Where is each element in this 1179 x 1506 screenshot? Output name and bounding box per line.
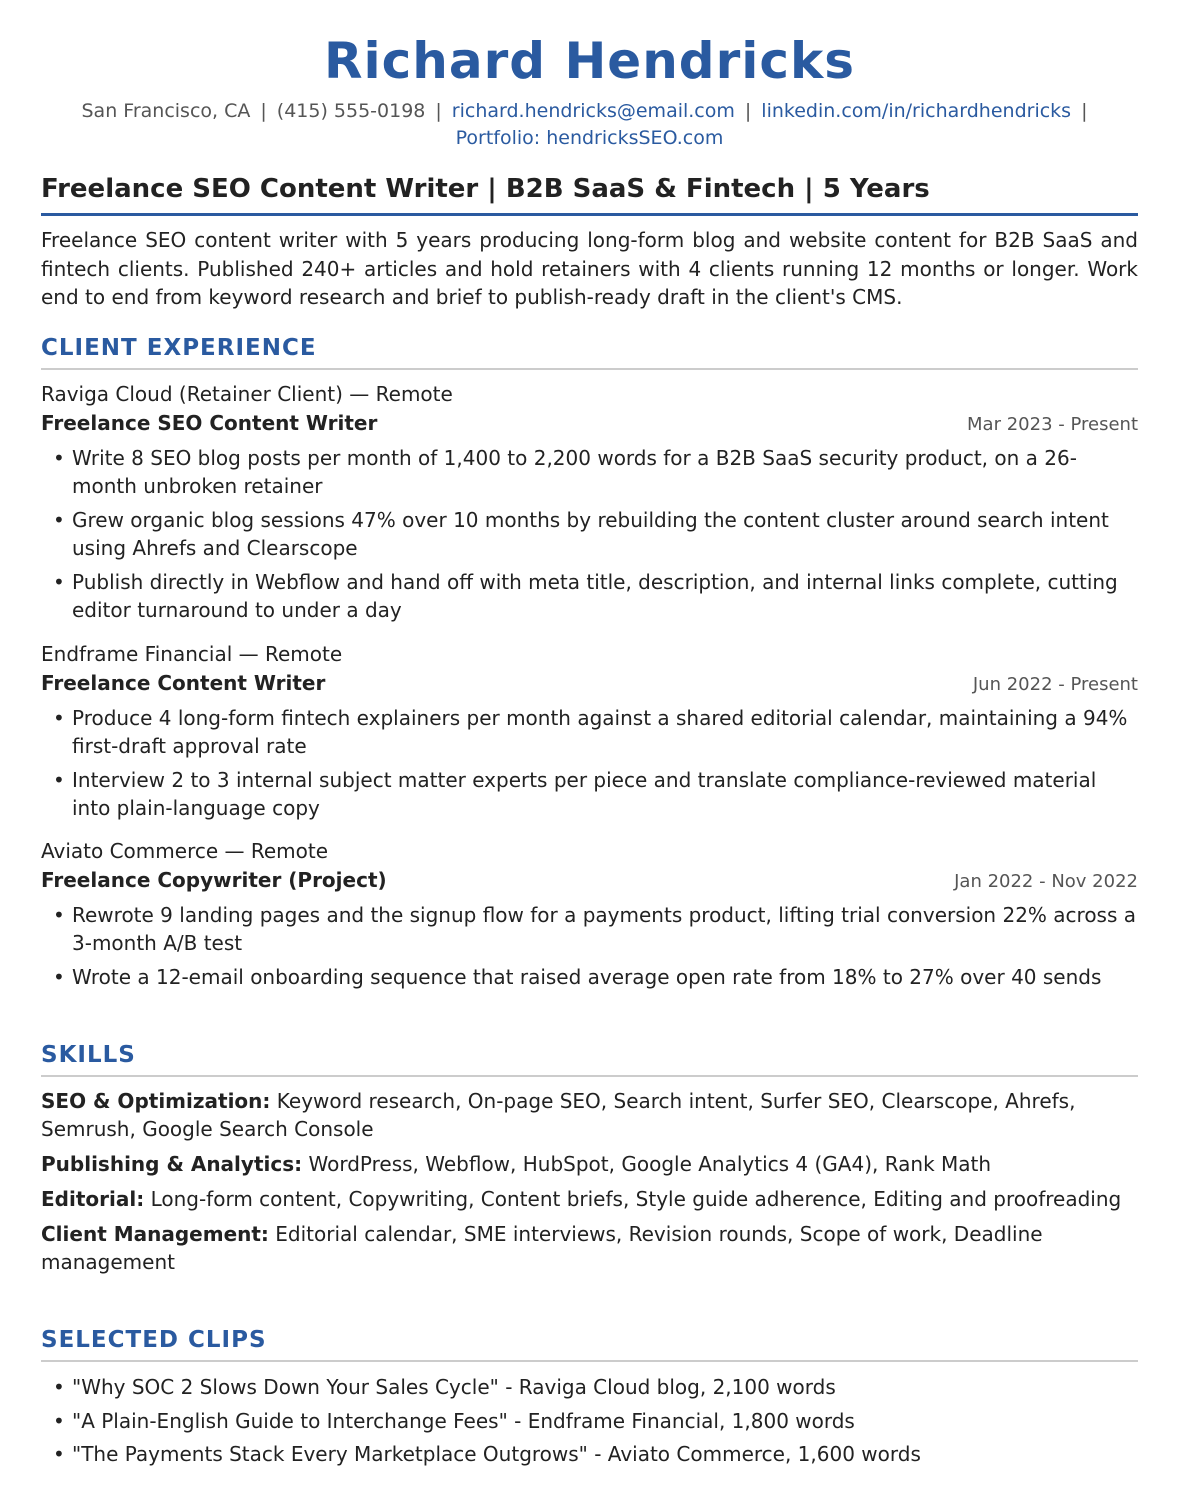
skill-label: Client Management: bbox=[41, 1222, 269, 1246]
job-entry-endframe bbox=[41, 640, 1138, 828]
skill-row bbox=[41, 1150, 1138, 1178]
section-divider bbox=[41, 1075, 1138, 1077]
company-name: Endframe Financial — Remote bbox=[41, 642, 343, 666]
role-row bbox=[41, 866, 1138, 895]
bullet-list bbox=[41, 444, 1138, 624]
skills-list bbox=[41, 1087, 1138, 1283]
list-item bbox=[41, 1440, 1138, 1468]
section-title-experience: CLIENT EXPERIENCE bbox=[41, 335, 317, 361]
bullet-text: Produce 4 long-form fintech explainers per month against a shared editorial calendar, maintaining a 94% first-draft approval rate bbox=[72, 706, 1128, 758]
date-range: Jun 2022 - Present bbox=[972, 674, 1138, 695]
list-item bbox=[41, 1373, 1138, 1401]
bullet-icon: • bbox=[53, 1442, 65, 1466]
headline-divider bbox=[41, 213, 1138, 216]
list-item bbox=[41, 704, 1138, 760]
skill-label: Publishing & Analytics: bbox=[41, 1152, 303, 1176]
skill-label: SEO & Optimization: bbox=[41, 1089, 271, 1113]
bullet-list bbox=[41, 704, 1138, 822]
clip-text: "A Plain-English Guide to Interchange Fees" - Endframe Financial, 1,800 words bbox=[72, 1408, 855, 1433]
skill-value: Long-form content, Copywriting, Content briefs, Style guide adherence, Editing and proofreading bbox=[150, 1187, 1122, 1211]
bullet-icon: • bbox=[53, 965, 65, 989]
date-range: Jan 2022 - Nov 2022 bbox=[954, 871, 1138, 892]
bullet-icon: • bbox=[53, 1408, 65, 1433]
company-name: Raviga Cloud (Retainer Client) — Remote bbox=[41, 382, 453, 406]
bullet-icon: • bbox=[53, 903, 65, 927]
bullet-list bbox=[41, 1373, 1138, 1468]
list-item bbox=[41, 506, 1138, 562]
bullet-text: Rewrote 9 landing pages and the signup flow for a payments product, lifting trial conversion 22% across a 3-month A/B test bbox=[72, 903, 1137, 955]
clip-text: "Why SOC 2 Slows Down Your Sales Cycle" - Raviga Cloud blog, 2,100 words bbox=[72, 1375, 836, 1399]
list-item bbox=[41, 444, 1138, 500]
section-title-skills: SKILLS bbox=[41, 1042, 136, 1068]
bullet-icon: • bbox=[53, 768, 65, 792]
skill-row bbox=[41, 1087, 1138, 1143]
separator: | bbox=[260, 100, 267, 122]
bullet-text: Publish directly in Webflow and hand off with meta title, description, and internal links complete, cutting editor turnaround to under a day bbox=[72, 570, 1118, 622]
linkedin-link[interactable]: linkedin.com/in/richardhendricks bbox=[761, 100, 1072, 122]
list-item bbox=[41, 901, 1138, 957]
bullet-list bbox=[41, 901, 1138, 991]
skill-label: Editorial: bbox=[41, 1187, 145, 1211]
skill-row bbox=[41, 1185, 1138, 1213]
role-title: Freelance SEO Content Writer bbox=[41, 411, 378, 435]
bullet-icon: • bbox=[53, 706, 65, 730]
bullet-icon: • bbox=[53, 570, 65, 594]
section-divider bbox=[41, 1360, 1138, 1362]
bullet-icon: • bbox=[53, 446, 65, 470]
clip-text: "The Payments Stack Every Marketplace Outgrows" - Aviato Commerce, 1,600 words bbox=[72, 1442, 921, 1466]
skill-value: Keyword research, On-page SEO, Search intent, Surfer SEO, Clearscope, Ahrefs, Semrush, Google Search Console bbox=[41, 1089, 1076, 1141]
job-entry-aviato bbox=[41, 837, 1138, 997]
job-entry-raviga bbox=[41, 380, 1138, 630]
location: San Francisco, CA bbox=[81, 100, 251, 122]
bullet-text: Grew organic blog sessions 47% over 10 months by rebuilding the content cluster around search intent using Ahrefs and Clearscope bbox=[72, 508, 1109, 560]
role-row bbox=[41, 409, 1138, 438]
list-item bbox=[41, 568, 1138, 624]
role-row bbox=[41, 669, 1138, 698]
skill-value: WordPress, Webflow, HubSpot, Google Analytics 4 (GA4), Rank Math bbox=[308, 1152, 992, 1176]
bullet-icon: • bbox=[53, 508, 65, 532]
bullet-icon: • bbox=[53, 1375, 65, 1399]
separator: | bbox=[1081, 100, 1088, 122]
company-name: Aviato Commerce — Remote bbox=[41, 839, 329, 863]
list-item bbox=[41, 963, 1138, 991]
skill-row bbox=[41, 1220, 1138, 1276]
clips-list bbox=[41, 1373, 1138, 1474]
separator: | bbox=[435, 100, 442, 122]
email-link[interactable]: richard.hendricks@email.com bbox=[451, 100, 735, 122]
headline: Freelance SEO Content Writer | B2B SaaS & Fintech | 5 Years bbox=[41, 174, 930, 204]
bullet-text: Wrote a 12-email onboarding sequence that raised average open rate from 18% to 27% over 40 sends bbox=[72, 965, 1102, 989]
section-divider bbox=[41, 368, 1138, 370]
date-range: Mar 2023 - Present bbox=[967, 414, 1138, 435]
skill-value: Editorial calendar, SME interviews, Revision rounds, Scope of work, Deadline management bbox=[41, 1222, 1043, 1274]
separator: | bbox=[744, 100, 752, 122]
summary: Freelance SEO content writer with 5 years producing long-form blog and website content for B2B SaaS and fintech clients. Published 240+ articles and hold retainers with 4 clients running 12 months or longer. Work end to end from keyword research and brief to publish-ready draft in the client's CMS. bbox=[41, 228, 1138, 309]
list-item bbox=[41, 1407, 1138, 1435]
bullet-text: Write 8 SEO blog posts per month of 1,400 to 2,200 words for a B2B SaaS security product, on a 26-month unbroken retainer bbox=[72, 446, 1077, 498]
section-title-clips: SELECTED CLIPS bbox=[41, 1327, 267, 1353]
list-item bbox=[41, 766, 1138, 822]
portfolio-link[interactable]: Portfolio: hendricksSEO.com bbox=[455, 127, 724, 149]
bullet-text: Interview 2 to 3 internal subject matter experts per piece and translate compliance-reviewed material into plain-language copy bbox=[72, 768, 1097, 820]
role-title: Freelance Copywriter (Project) bbox=[41, 868, 387, 892]
contact-line bbox=[41, 98, 1138, 152]
candidate-name: Richard Hendricks bbox=[323, 32, 856, 90]
phone: (415) 555-0198 bbox=[276, 100, 426, 122]
role-title: Freelance Content Writer bbox=[41, 671, 326, 695]
